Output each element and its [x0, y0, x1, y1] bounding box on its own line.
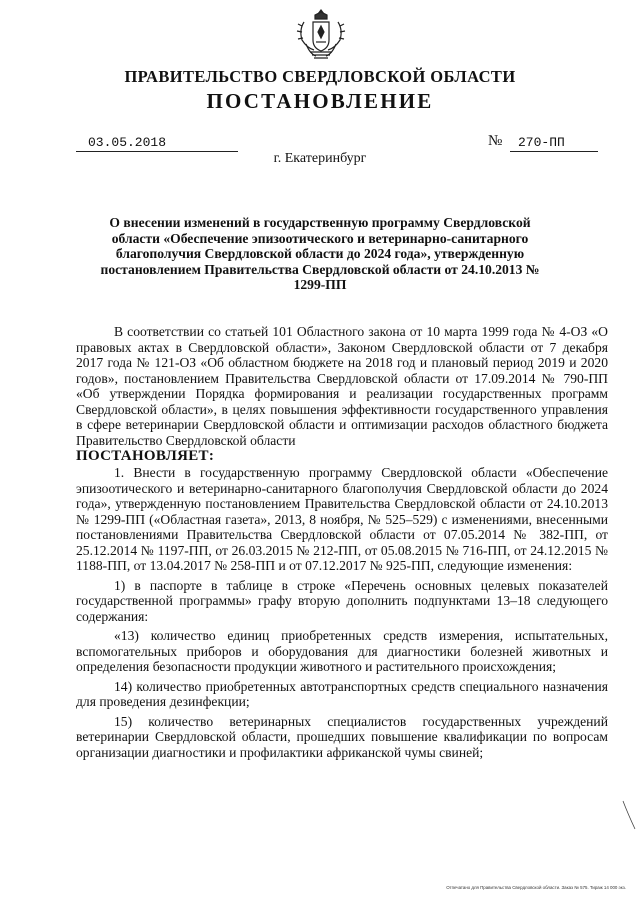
subitem-1-paragraph: 1) в паспорте в таблице в строке «Перечень основных целевых показателей государственной программы» графу вторую дополнить подпунктами 13–18 следующего содержания: — [76, 577, 608, 624]
pen-mark — [622, 800, 636, 830]
document-type: ПОСТАНОВЛЕНИЕ — [206, 89, 434, 113]
city: г. Екатеринбург — [273, 151, 367, 166]
point-13-paragraph: «13) количество единиц приобретенных средств измерения, испытательных, вспомогательных приборов и оборудования для диагностики болезней животных и определения безопасности продукции животного и растительного происхождения; — [76, 628, 608, 674]
document-body — [76, 324, 608, 760]
item-1-paragraph: 1. Внести в государственную программу Свердловской области «Обеспечение эпизоотического и ветеринарно-санитарного благополучия Свердловской области до 2024 года», утвержденную постановлением Правительства Свердловской области от 24.10.2013 № 1299-ПП («Областная газета», 2013, 8 ноября, № 525–529) с изменениями, внесенными постановлениями Правительства Свердловской области от 07.05.2014 № 382-ПП, от 25.12.2014 № 1197-ПП, от 26.03.2015 № 212-ПП, от 05.08.2015 № 716-ПП, от 24.12.2015 № 1188-ПП, от 13.04.2017 № 258-ПП и от 07.12.2017 № 925-ПП, следующие изменения: — [76, 465, 608, 573]
preamble-paragraph: В соответствии со статьей 101 Областного закона от 10 марта 1999 года № 4-ОЗ «О правовых актах в Свердловской области», Законом Свердловской области от 7 декабря 2017 года № 121-ОЗ «Об областном бюджете на 2018 год и плановый период 2019 и 2020 годов», постановлением Правительства Свердловской области от 17.09.2014 № 790-ПП «Об утверждении Порядка формирования и реализации государственных программ Свердловской области», в целях повышения эффективности государственного управления в сфере ветеринарии Свердловской области и оптимизации расходов областного бюджета Правительство Свердловской области — [76, 324, 608, 448]
point-14-paragraph: 14) количество приобретенных автотранспортных средств специального назначения для проведения дезинфекции; — [76, 678, 608, 709]
coat-of-arms-icon — [296, 6, 346, 62]
point-15-paragraph: 15) количество ветеринарных специалистов государственных учреждений ветеринарии Свердловской области, прошедших повышение квалификации по вопросам организации диагностики и профилактики африканской чумы свиней; — [76, 713, 608, 760]
document-date: 03.05.2018 — [76, 135, 238, 152]
document-number-label: № — [488, 133, 503, 149]
decree-word: ПОСТАНОВЛЯЕТ: — [76, 448, 215, 464]
print-note: Отпечатано для Правительства Свердловской области. Заказ № 575. Тираж 14 000 экз. — [446, 885, 626, 890]
document-number: 270-ПП — [510, 135, 598, 152]
document-title: О внесении изменений в государственную программу Свердловской области «Обеспечение эпизоотического и ветеринарно-санитарного благополучия Свердловской области до 2024 года», утвержденную постановлением Правительства Свердловской области от 24.10.2013 № 1299-ПП — [100, 215, 540, 293]
government-name: ПРАВИТЕЛЬСТВО СВЕРДЛОВСКОЙ ОБЛАСТИ — [124, 67, 516, 86]
